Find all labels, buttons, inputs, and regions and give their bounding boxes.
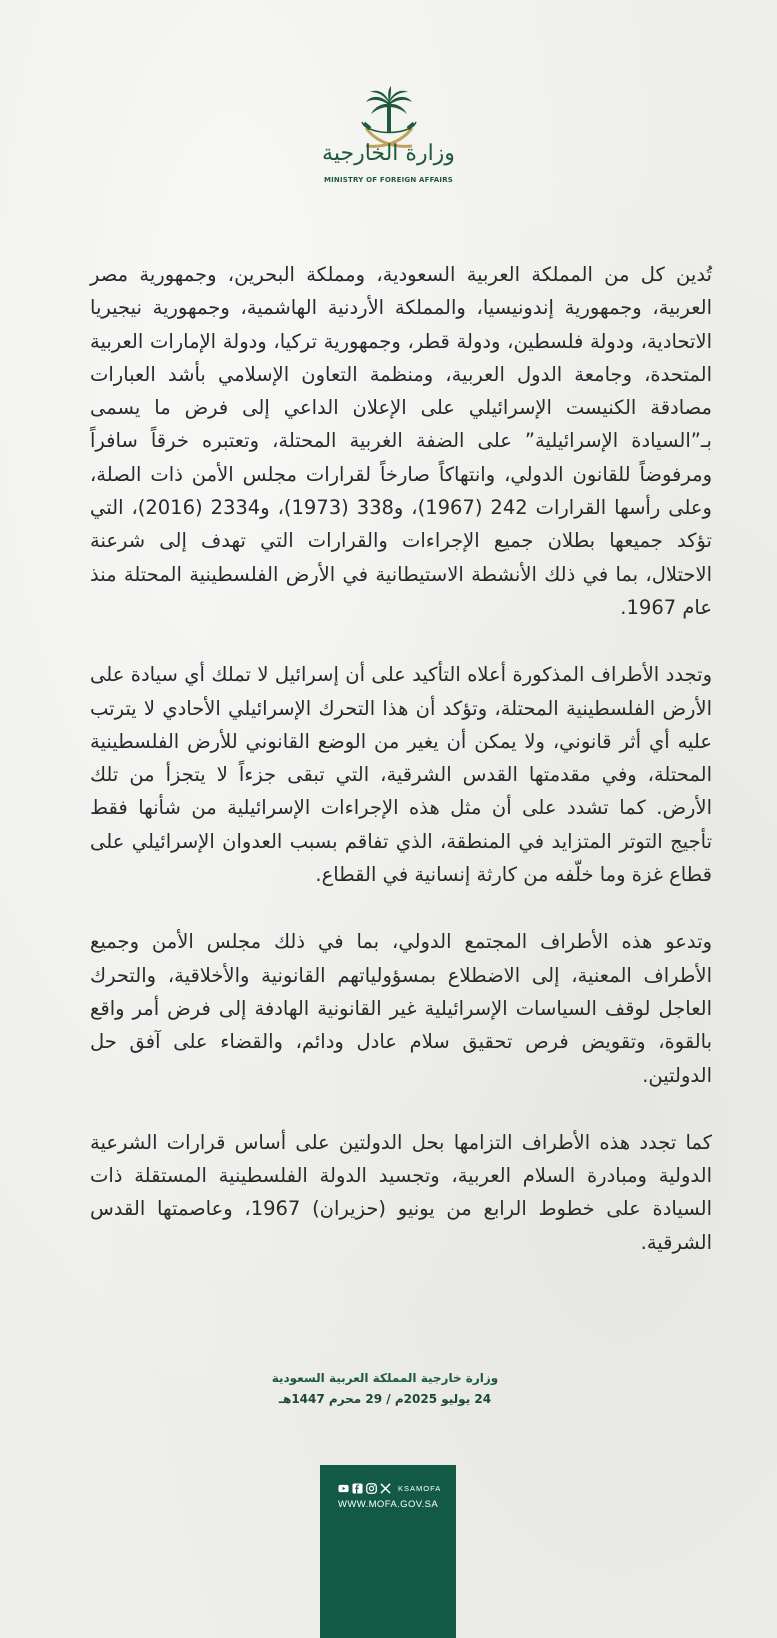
youtube-icon[interactable] [338,1483,349,1494]
statement-body [90,258,712,1293]
x-icon[interactable] [380,1483,391,1494]
statement-date: 24 يوليو 2025م / 29 محرم 1447هـ [278,1392,492,1406]
ministry-name-english: MINISTRY OF FOREIGN AFFAIRS [323,176,454,184]
facebook-icon[interactable] [352,1483,363,1494]
signature-ministry: وزارة خارجية المملكة العربية السعودية [271,1371,499,1385]
statement-paragraph-3: وتدعو هذه الأطراف المجتمع الدولي، بما في ذلك مجلس الأمن وجميع الأطراف المعنية، إلى الاضطلاع بمسؤولياتهم القانونية والأخلاقية، والتحرك العاجل لوقف السياسات الإسرائيلية غير القانونية الهادفة إلى فرض أمر واقع بالقوة، وتقويض فرص تحقيق سلام عادل ودائم، والقضاء على آفق حل الدولتين. [90,930,712,1087]
statement-paragraph-2: وتجدد الأطراف المذكورة أعلاه التأكيد على أن إسرائيل لا تملك أي سيادة على الأرض الفلسطينية المحتلة، وتؤكد أن هذا التحرك الإسرائيلي الأحادي لا يترتب عليه أي أثر قانوني، ولا يمكن أن يغير من الوضع القانوني للأرض الفلسطينية المحتلة، وفي مقدمتها القدس الشرقية، التي تبقى جزءاً لا يتجزأ من تلك الأرض. كما تشدد على أن مثل هذه الإجراءات الإسرائيلية من شأنها فقط تأجيج التوتر المتزايد في المنطقة، الذي تفاقم بسبب العدوان الإسرائيلي على قطاع غزة وما خلّفه من كارثة إنسانية في القطاع. [90,663,712,887]
footer-panel [320,1465,456,1638]
social-handle[interactable]: KSAMOFA [398,1484,442,1493]
ministry-name-arabic: وزارة الخارجية [322,141,455,166]
instagram-icon[interactable] [366,1483,377,1494]
header [0,78,777,198]
statement-paragraph-1: تُدين كل من المملكة العربية السعودية، ومملكة البحرين، وجمهورية مصر العربية، وجمهورية إندونيسيا، والمملكة الأردنية الهاشمية، وجمهورية نيجيريا الاتحادية، ودولة فلسطين، ودولة قطر، وجمهورية تركيا، ودولة الإمارات العربية المتحدة، وجامعة الدول العربية، ومنظمة التعاون الإسلامي بأشد العبارات مصادقة الكنيست الإسرائيلي على الإعلان الداعي إلى فرض ما يسمى بـ”السيادة الإسرائيلية” على الضفة الغربية المحتلة، وتعتبره خرقاً سافراً ومرفوضاً للقانون الدولي، وانتهاكاً صارخاً لقرارات مجلس الأمن ذات الصلة، وعلى رأسها القرارات 242 (1967)، و338 (1973)، و2334 (2016)، التي تؤكد جميعها بطلان جميع الإجراءات والقرارات التي تهدف إلى شرعنة الاحتلال، بما في ذلك الأنشطة الاستيطانية في الأرض الفلسطينية المحتلة منذ عام 1967. [90,263,712,619]
signature-block [230,1368,540,1410]
social-links [338,1483,441,1494]
statement-paragraph-4: كما تجدد هذه الأطراف التزامها بحل الدولتين على أساس قرارات الشرعية الدولية ومبادرة السلام العربية، وتجسيد الدولة الفلسطينية المستقلة ذات السيادة على خطوط الرابع من يونيو (حزيران) 1967، وعاصمتها القدس الشرقية. [90,1130,712,1254]
website-link[interactable]: WWW.MOFA.GOV.SA [338,1499,439,1510]
